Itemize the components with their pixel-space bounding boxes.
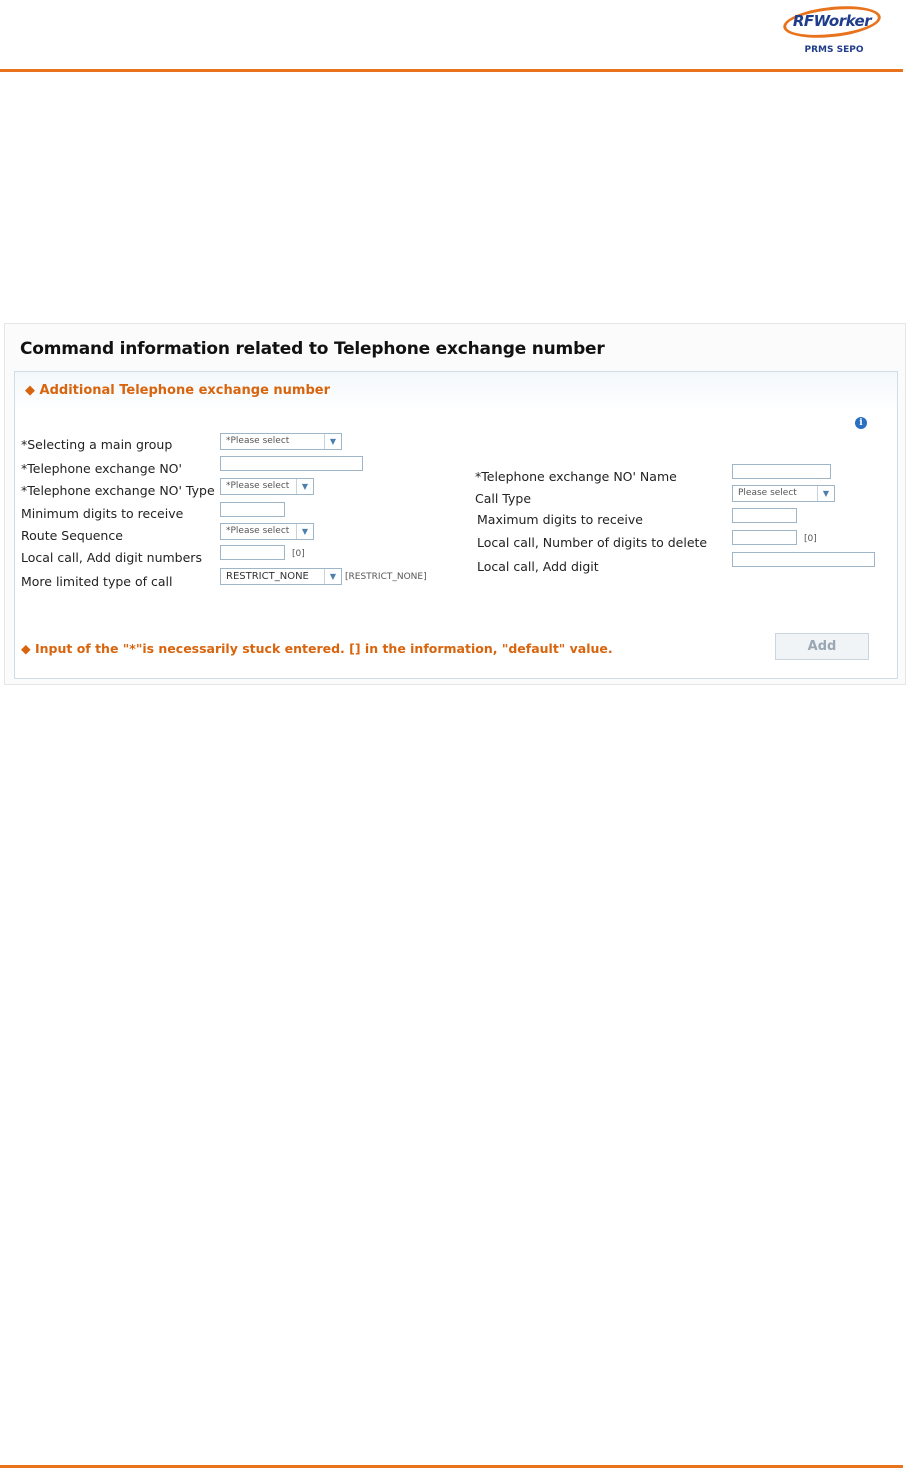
digits-to-delete-input[interactable] [732,530,797,545]
info-icon[interactable]: i [855,417,867,429]
route-sequence-select[interactable] [220,523,314,540]
section-header [15,372,897,408]
chevron-down-icon: ▼ [817,486,834,501]
exchange-no-label: *Telephone exchange NO' [21,461,182,476]
route-sequence-value: *Please select [226,526,290,536]
max-digits-label: Maximum digits to receive [477,512,643,527]
add-digit-input[interactable] [732,552,875,567]
section-title: ◆ Additional Telephone exchange number [25,383,331,398]
rfworker-logo [775,3,885,61]
main-group-value: *Please select [226,436,290,446]
screenshot-panel [4,323,906,685]
exchange-no-type-value: *Please select [226,481,290,491]
main-group-select[interactable] [220,433,342,450]
chevron-down-icon: ▼ [324,434,341,449]
limited-call-default: [RESTRICT_NONE] [345,572,427,582]
exchange-name-input[interactable] [732,464,831,479]
add-button[interactable]: Add [775,633,869,660]
min-digits-input[interactable] [220,502,285,517]
main-group-label: *Selecting a main group [21,437,173,452]
add-digit-numbers-input[interactable] [220,545,285,560]
limited-call-select[interactable] [220,568,342,585]
min-digits-label: Minimum digits to receive [21,506,184,521]
chevron-down-icon: ▼ [296,524,313,539]
exchange-no-type-select[interactable] [220,478,314,495]
call-type-value: Please select [738,488,797,498]
digits-to-delete-label: Local call, Number of digits to delete [477,535,708,550]
chevron-down-icon: ▼ [296,479,313,494]
add-digit-numbers-label: Local call, Add digit numbers [21,550,202,565]
required-fields-note: ◆ Input of the "*"is necessarily stuck entered. [] in the information, "default" value. [21,641,613,656]
limited-call-value: RESTRICT_NONE [226,571,309,582]
route-sequence-label: Route Sequence [21,528,123,543]
digits-to-delete-default: [0] [804,534,817,544]
exchange-no-type-label: *Telephone exchange NO' Type [21,483,215,498]
add-digit-numbers-default: [0] [292,549,305,559]
panel-title: Command information related to Telephone exchange number [20,339,605,359]
header-rule [0,69,903,72]
chevron-down-icon: ▼ [324,569,341,584]
add-digit-label: Local call, Add digit [477,559,599,574]
exchange-name-label: *Telephone exchange NO' Name [475,469,677,484]
footer-rule [0,1465,903,1468]
max-digits-input[interactable] [732,508,797,523]
exchange-no-input[interactable] [220,456,363,471]
call-type-select[interactable] [732,485,835,502]
form-card [14,371,898,679]
logo-subtext: PRMS SEPO [804,45,864,55]
logo-wordmark: RFWorker [792,12,872,30]
call-type-label: Call Type [475,491,532,506]
limited-call-label: More limited type of call [21,574,173,589]
